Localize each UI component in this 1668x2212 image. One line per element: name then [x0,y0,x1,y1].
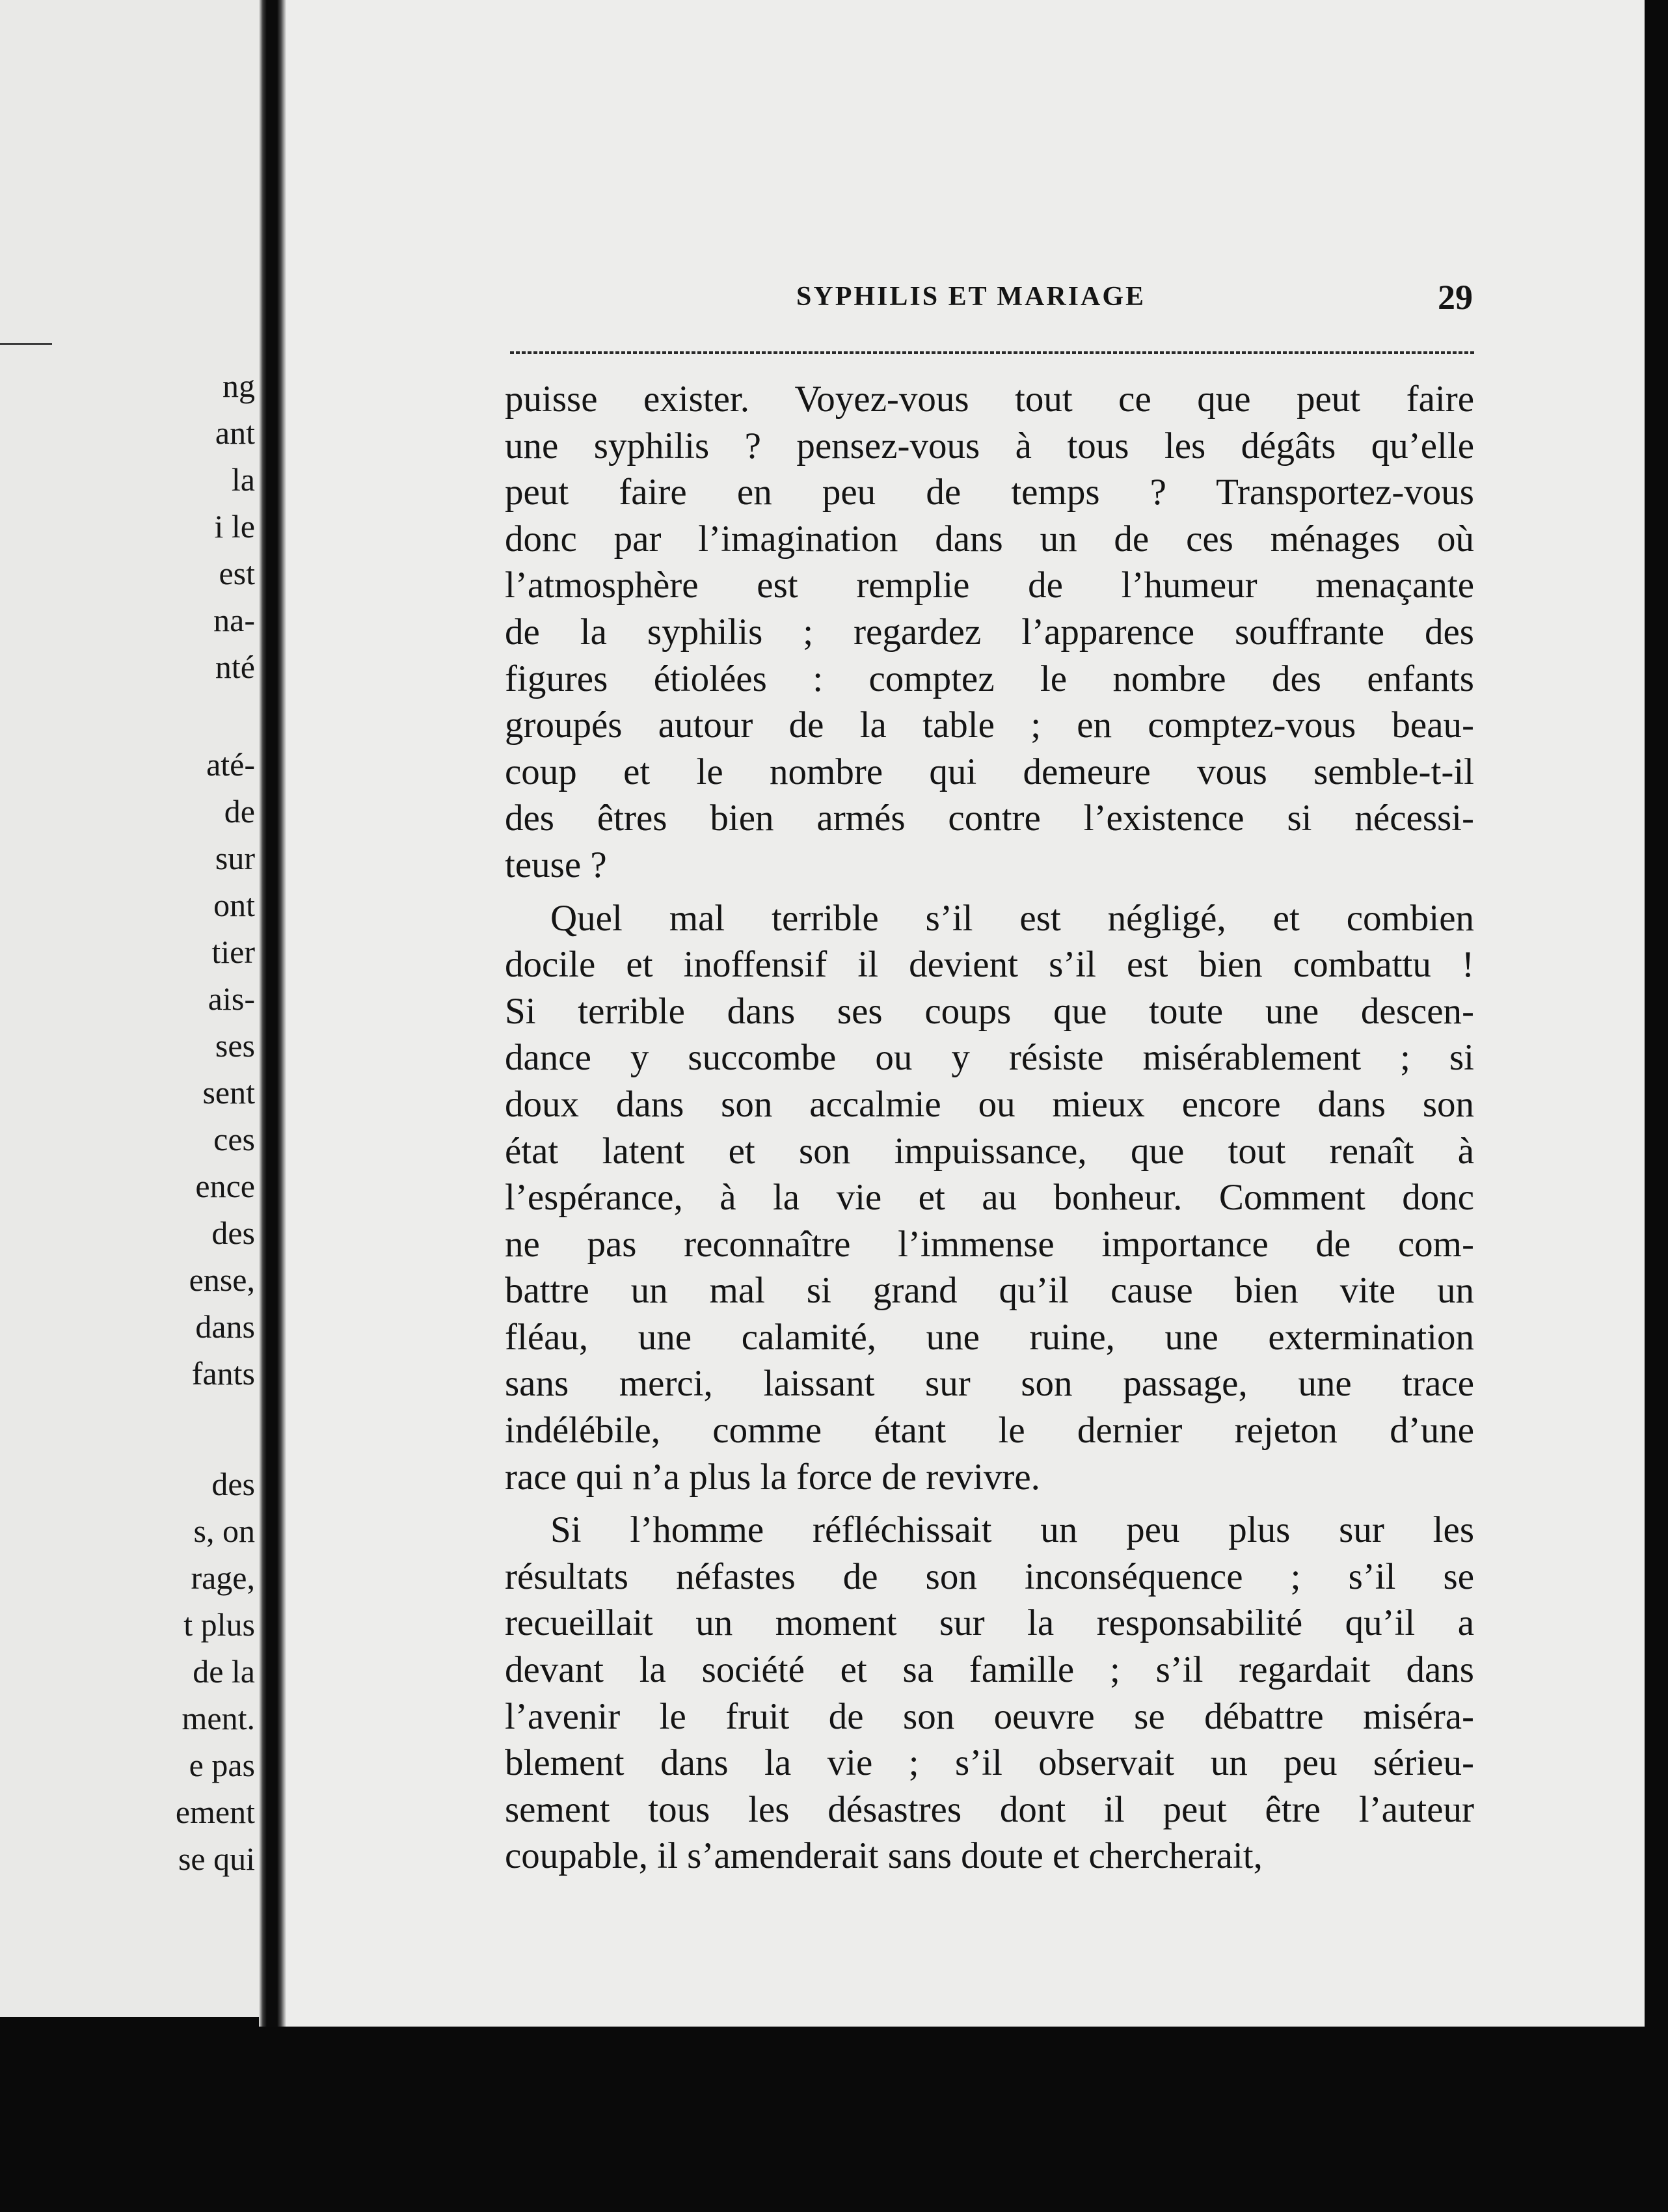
left-page-line: des [211,1466,255,1502]
text-line: l’espérance, à la vie et au bonheur. Comment donc [505,1177,1474,1219]
text-line: Quel mal terrible s’il est négligé, et combien [550,897,1474,939]
text-line: des êtres bien armés contre l’existence si nécessi- [505,798,1474,839]
left-page-line: i le [214,508,255,545]
left-page-line: até- [206,746,255,783]
paragraph [505,376,1474,889]
left-page-line: ence [195,1168,255,1204]
text-line: une syphilis ? pensez-vous à tous les dégâts qu’elle [505,425,1474,466]
text-line: dance y succombe ou y résiste misérablement ; si [505,1037,1474,1079]
text-line: l’avenir le fruit de son oeuvre se débattre miséra- [505,1695,1474,1737]
text-line: race qui n’a plus la force de revivre. [505,1456,1040,1498]
text-line: recueillait un moment sur la responsabilité qu’il a [505,1602,1474,1644]
text-line: teuse ? [505,844,607,885]
text-line: doux dans son accalmie ou mieux encore dans son [505,1083,1474,1125]
body-text [505,376,1474,1880]
text-line: Si l’homme réfléchissait un peu plus sur les [550,1509,1474,1551]
text-line: indélébile, comme étant le dernier rejeton d’une [505,1410,1474,1451]
left-page-line: ense, [189,1261,255,1298]
header-rule [510,351,1474,354]
left-page-rule [0,343,52,345]
text-line: coup et le nombre qui demeure vous semble-t-il [505,751,1474,792]
left-page-line: sur [215,840,255,876]
text-line: coupable, il s’amenderait sans doute et chercherait, [505,1835,1263,1877]
text-line: résultats néfastes de son inconséquence ; s’il se [505,1556,1474,1597]
left-page-line: nté [215,649,255,685]
text-line: donc par l’imagination dans un de ces ménages où [505,518,1474,560]
left-page-line: des [211,1215,255,1251]
left-page-line: t plus [183,1606,255,1643]
left-page-line: rage, [191,1559,255,1596]
page-edge-shadow [1645,0,1668,2212]
left-page-line: ais- [208,980,255,1017]
text-line: ne pas reconnaître l’immense importance de com- [505,1223,1474,1265]
left-page-line: ont [213,887,255,923]
left-page-line: ses [215,1027,255,1064]
left-page-line: dans [195,1308,255,1345]
text-line: figures étiolées : comptez le nombre des enfants [505,658,1474,699]
left-page-line: de la [193,1653,255,1690]
left-page-fragment [0,0,259,2017]
left-page-line: tier [211,934,255,970]
text-line: devant la société et sa famille ; s’il regardait dans [505,1649,1474,1691]
left-page-line: e pas [189,1747,255,1783]
page-number: 29 [1438,278,1473,317]
left-page-line: na- [213,602,255,638]
text-line: fléau, une calamité, une ruine, une extermination [505,1316,1474,1358]
book-spine [259,0,286,2027]
page-header [796,280,1473,319]
left-page-line: ces [213,1121,255,1157]
left-page-line: ment. [182,1700,255,1736]
left-page-line: ng [222,368,255,404]
left-page-line: fants [191,1355,255,1392]
left-page-line: est [219,555,255,591]
left-page-line: de [224,793,255,830]
text-line: groupés autour de la table ; en comptez-vous beau- [505,705,1474,746]
left-page-line: se qui [178,1841,255,1877]
text-line: blement dans la vie ; s’il observait un peu sérieu- [505,1742,1474,1784]
text-line: état latent et son impuissance, que tout renaît à [505,1130,1474,1172]
left-page-line: s, on [193,1513,255,1549]
text-line: puisse exister. Voyez-vous tout ce que peut faire [505,379,1474,420]
text-line: peut faire en peu de temps ? Transportez-vous [505,472,1474,513]
left-page-line: ant [215,414,255,451]
text-line: docile et inoffensif il devient s’il est bien combattu ! [505,944,1474,986]
left-page-line: sent [202,1074,255,1111]
running-head: SYPHILIS ET MARIAGE [796,282,1146,312]
text-line: sement tous les désastres dont il peut être l’auteur [505,1788,1474,1830]
text-line: sans merci, laissant sur son passage, une trace [505,1363,1474,1405]
left-page-line: ement [175,1794,255,1830]
text-line: Si terrible dans ses coups que toute une descen- [505,990,1474,1032]
paragraph [505,895,1474,1501]
text-line: de la syphilis ; regardez l’apparence souffrante des [505,611,1474,653]
text-line: battre un mal si grand qu’il cause bien vite un [505,1270,1474,1312]
paragraph [505,1507,1474,1880]
text-line: l’atmosphère est remplie de l’humeur menaçante [505,565,1474,606]
left-page-line: la [231,461,255,498]
